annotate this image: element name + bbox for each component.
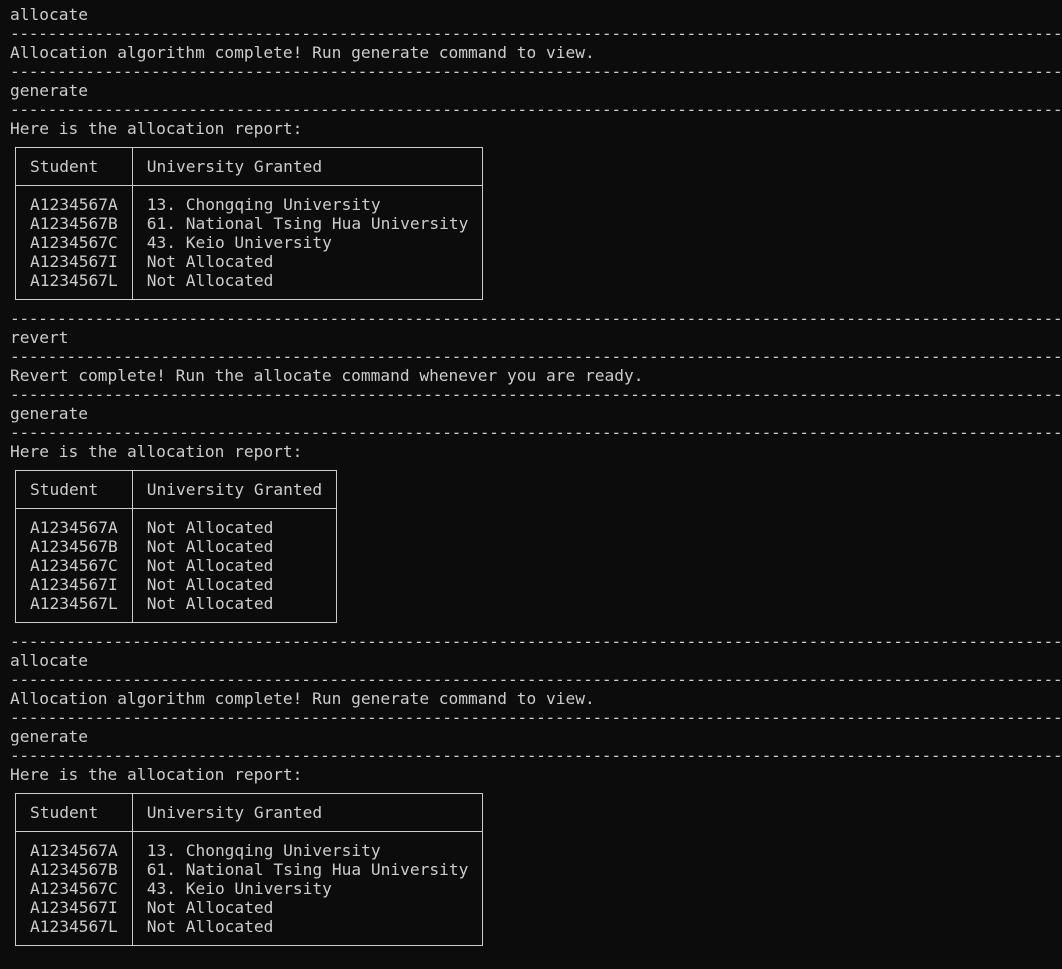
university-column [132,832,483,946]
student-id: A1234567C [30,879,118,898]
header-student: Student [16,471,133,509]
output-line: Here is the allocation report: [10,119,303,138]
student-column [16,832,133,946]
university-granted: Not Allocated [146,917,274,936]
separator-line: ---------------------------------------------------------------------------------------------------------------- [10,670,1062,689]
university-granted: 43. Keio University [146,233,332,252]
student-id: A1234567B [30,860,118,879]
table-body-row [16,832,483,946]
command-line: allocate [10,5,88,24]
allocation-report [10,784,819,955]
student-id: A1234567A [30,195,118,214]
student-id: A1234567C [30,233,118,252]
university-granted: Not Allocated [146,575,274,594]
university-granted: 43. Keio University [146,879,332,898]
header-university-granted: University Granted [132,794,483,832]
separator-line: ---------------------------------------------------------------------------------------------------------------- [10,746,1062,765]
output-line: Here is the allocation report: [10,442,303,461]
student-id: A1234567L [30,271,118,290]
output-line: Allocation algorithm complete! Run generate command to view. [10,43,595,62]
separator-line: ---------------------------------------------------------------------------------------------------------------- [10,62,1062,81]
university-column [132,509,336,623]
command-line: generate [10,727,88,746]
student-id: A1234567B [30,537,118,556]
command-line: allocate [10,651,88,670]
university-granted: 61. National Tsing Hua University [146,860,469,879]
student-id: A1234567A [30,518,118,537]
output-line: Here is the allocation report: [10,765,303,784]
university-granted: Not Allocated [146,518,274,537]
student-id: A1234567L [30,917,118,936]
table-header-row [16,794,483,832]
allocation-report-table [15,470,337,623]
student-column [16,509,133,623]
command-line: generate [10,404,88,423]
university-granted: 13. Chongqing University [146,841,381,860]
separator-line: ---------------------------------------------------------------------------------------------------------------- [10,347,1062,366]
student-column [16,186,133,300]
output-line: Revert complete! Run the allocate command whenever you are ready. [10,366,644,385]
allocation-report [10,138,819,309]
output-line: Allocation algorithm complete! Run generate command to view. [10,689,595,708]
university-granted: Not Allocated [146,898,274,917]
table-body-row [16,186,483,300]
separator-line: ---------------------------------------------------------------------------------------------------------------- [10,385,1062,404]
student-id: A1234567L [30,594,118,613]
university-granted: Not Allocated [146,537,274,556]
university-granted: Not Allocated [146,271,274,290]
allocation-report-table [15,147,483,300]
allocation-report-table [15,793,483,946]
header-university-granted: University Granted [132,148,483,186]
command-line: generate [10,81,88,100]
separator-line: ---------------------------------------------------------------------------------------------------------------- [10,100,1062,119]
university-column [132,186,483,300]
allocation-report [10,461,819,632]
separator-line: ---------------------------------------------------------------------------------------------------------------- [10,309,1062,328]
student-id: A1234567B [30,214,118,233]
university-granted: 13. Chongqing University [146,195,381,214]
student-id: A1234567I [30,898,118,917]
university-granted: Not Allocated [146,594,274,613]
table-header-row [16,471,337,509]
separator-line: ---------------------------------------------------------------------------------------------------------------- [10,708,1062,727]
header-university-granted: University Granted [132,471,336,509]
command-line: revert [10,328,69,347]
university-granted: Not Allocated [146,556,274,575]
header-student: Student [16,148,133,186]
separator-line: ---------------------------------------------------------------------------------------------------------------- [10,24,1062,43]
student-id: A1234567I [30,252,118,271]
university-granted: Not Allocated [146,252,274,271]
student-id: A1234567C [30,556,118,575]
separator-line: ---------------------------------------------------------------------------------------------------------------- [10,423,1062,442]
student-id: A1234567A [30,841,118,860]
student-id: A1234567I [30,575,118,594]
table-header-row [16,148,483,186]
separator-line: ---------------------------------------------------------------------------------------------------------------- [10,632,1062,651]
header-student: Student [16,794,133,832]
table-body-row [16,509,337,623]
university-granted: 61. National Tsing Hua University [146,214,469,233]
